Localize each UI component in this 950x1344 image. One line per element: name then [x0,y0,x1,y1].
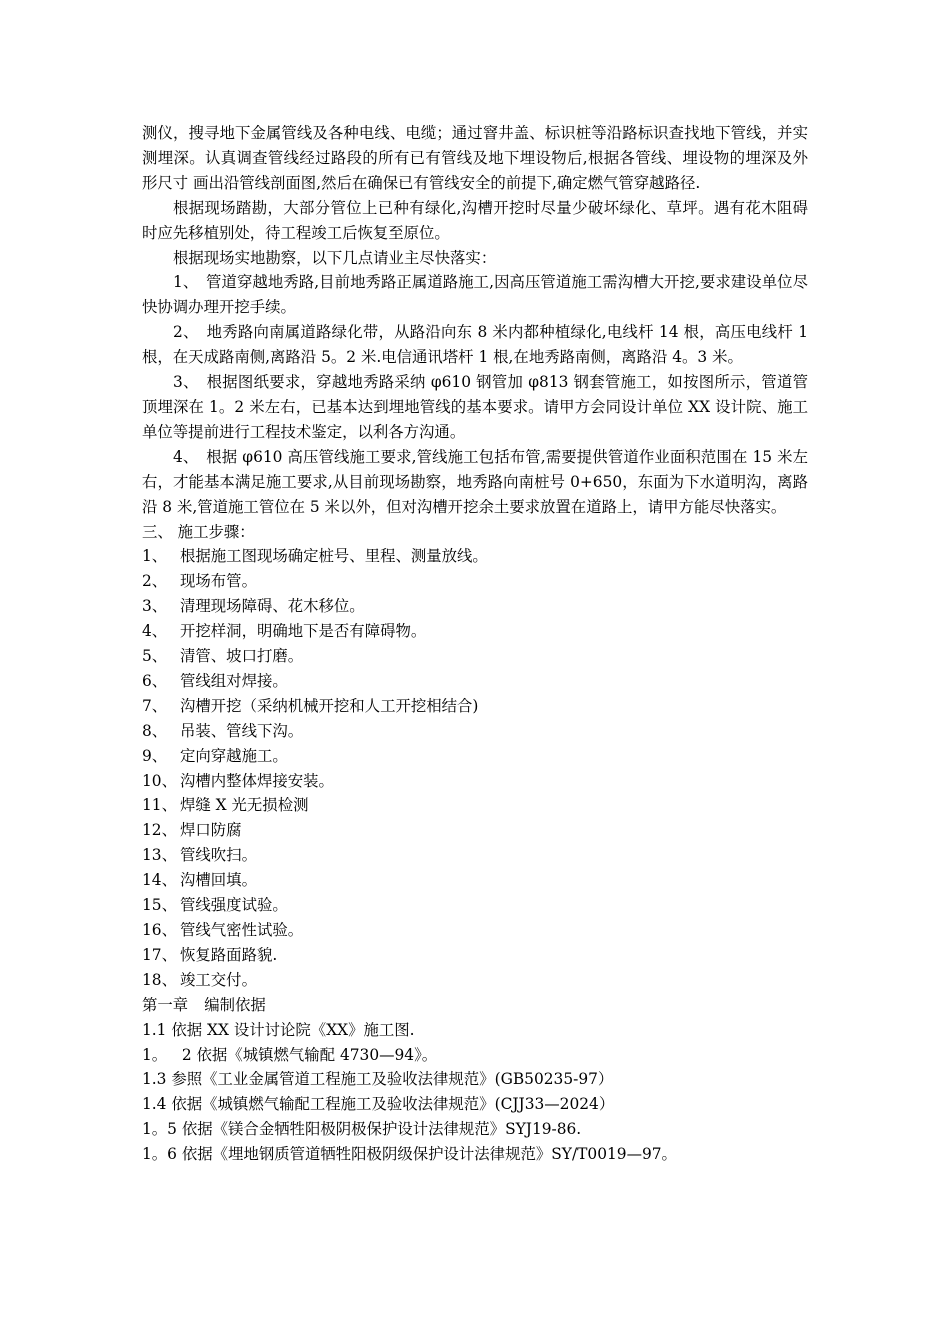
list-item [142,544,808,569]
list-item [142,868,808,893]
section-title-construction-steps: 三、 施工步骤： [142,522,255,541]
list-item-number: 7、 [142,696,168,715]
list-item-text: 管线吹扫。 [180,846,257,865]
list-item [142,818,808,843]
list-item-number: 8、 [142,721,168,740]
list-item-number: 9、 [142,746,168,765]
list-item [142,793,808,818]
list-item-number: 18、 [142,970,177,989]
list-item-number: 14、 [142,871,177,890]
list-item-text: 开挖样洞，明确地下是否有障碍物。 [180,622,427,641]
list-item-number: 3、 [142,597,168,616]
list-item [142,744,808,769]
list-item-number: 11、 [142,796,177,815]
chapter-label: 第一章 [142,995,189,1014]
list-item [142,594,808,619]
list-item-text: 管线组对焊接。 [180,671,288,690]
list-item [142,943,808,968]
list-item-text: 清理现场障碍、花木移位。 [180,597,365,616]
list-item-number: 4、 [142,622,168,641]
paragraph-request-4: 4、 根据 φ610 高压管线施工要求,管线施工包括布管,需要提供管道作业面积范围在 15 米左右，才能基本满足施工要求,从目前现场勘察，地秀路向南桩号 0+650，东面为下水道明沟，离路沿 8 米,管道施工管位在 5 米以外，但对沟槽开挖余土要求放置在道路上，请甲方能尽快落实。 [142,447,808,516]
list-item-text: 焊口防腐 [180,821,242,840]
compilation-basis-list [142,1018,808,1167]
list-item: 1。6 依据《埋地钢质管道牺牲阳极阴级保护设计法律规范》SY/T0019—97。 [142,1145,677,1164]
list-item: 1.3 参照《工业金属管道工程施工及验收法律规范》(GB50235-97） [142,1070,614,1089]
list-item [142,694,808,719]
list-item-text: 焊缝 X 光无损检测 [180,796,309,815]
list-item-text: 管线强度试验。 [180,896,288,915]
list-item-number: 1、 [142,547,168,566]
list-item [142,719,808,744]
list-item-number: 2、 [142,572,168,591]
list-item-text: 定向穿越施工。 [180,746,288,765]
list-item-text: 沟槽回填。 [180,871,257,890]
list-item-text: 沟槽内整体焊接安装。 [180,771,334,790]
list-item: 1.1 依据 XX 设计讨论院《XX》施工图. [142,1020,415,1039]
list-item-text: 现场布管。 [180,572,257,591]
list-item-text: 管线气密性试验。 [180,921,304,939]
list-item-number: 16、 [142,921,177,939]
list-item [142,968,808,993]
list-item-number: 6、 [142,671,168,690]
list-item [142,619,808,644]
paragraph-site-inspection: 根据现场踏勘，大部分管位上已种有绿化,沟槽开挖时尽量少破坏绿化、草坪。遇有花木阻碍时应先移植别处，待工程竣工后恢复至原位。 [142,198,808,242]
list-item [142,893,808,918]
chapter-heading [142,993,808,1018]
list-item-text: 根据施工图现场确定桩号、里程、测量放线。 [180,547,488,566]
list-item [142,669,808,694]
list-item-number: 13、 [142,846,177,865]
document-body [142,121,808,1167]
list-item-text: 竣工交付。 [180,970,257,989]
list-item [142,843,808,868]
chapter-title: 编制依据 [204,995,266,1014]
list-item-number: 15、 [142,896,177,915]
list-item [142,644,808,669]
list-item-number: 5、 [142,647,168,666]
list-item-number: 12、 [142,821,177,840]
paragraph-request-3: 3、 根据图纸要求，穿越地秀路采纳 φ610 钢管加 φ813 钢套管施工，如按图所示，管道管顶埋深在 1。2 米左右，已基本达到埋地管线的基本要求。请甲方会同设计单位 XX 设计院、施工单位等提前进行工程技术鉴定，以利各方沟通。 [142,373,808,441]
list-item-text: 吊装、管线下沟。 [180,721,304,740]
list-item [142,769,808,794]
list-item: 1.4 依据《城镇燃气输配工程施工及验收法律规范》(CJJ33—2024） [142,1095,615,1114]
list-item [142,918,808,943]
construction-steps-list [142,544,808,992]
list-item: 1。 2 依据《城镇燃气输配 4730—94》。 [142,1045,438,1064]
paragraph-request-1: 1、 管道穿越地秀路,目前地秀路正属道路施工,因高压管道施工需沟槽大开挖,要求建设单位尽快协调办理开挖手续。 [142,273,808,317]
list-item [142,569,808,594]
list-item-number: 10、 [142,771,177,790]
paragraph-owner-requests-intro: 根据现场实地勘察，以下几点请业主尽快落实： [173,248,497,267]
list-item: 1。5 依据《镁合金牺牲阳极阴极保护设计法律规范》SYJ19-86. [142,1120,582,1139]
paragraph-request-2: 2、 地秀路向南属道路绿化带，从路沿向东 8 米内都种植绿化,电线杆 14 根，高压电线杆 1 根，在天成路南侧,离路沿 5。2 米.电信通讯塔杆 1 根,在地秀路南侧，离路沿 4。3 米。 [142,323,808,367]
paragraph-survey: 测仪，搜寻地下金属管线及各种电线、电缆；通过窨井盖、标识桩等沿路标识查找地下管线，并实测埋深。认真调查管线经过路段的所有已有管线及地下埋设物后,根据各管线、埋设物的埋深及外形尺寸 画出沿管线剖面图,然后在确保已有管线安全的前提下,确定燃气管穿越路径. [142,124,808,192]
list-item-text: 沟槽开挖（采纳机械开挖和人工开挖相结合) [180,696,479,715]
list-item-number: 17、 [142,945,177,964]
list-item-text: 恢复路面路貌. [180,945,278,964]
list-item-text: 清管、坡口打磨。 [180,647,304,666]
